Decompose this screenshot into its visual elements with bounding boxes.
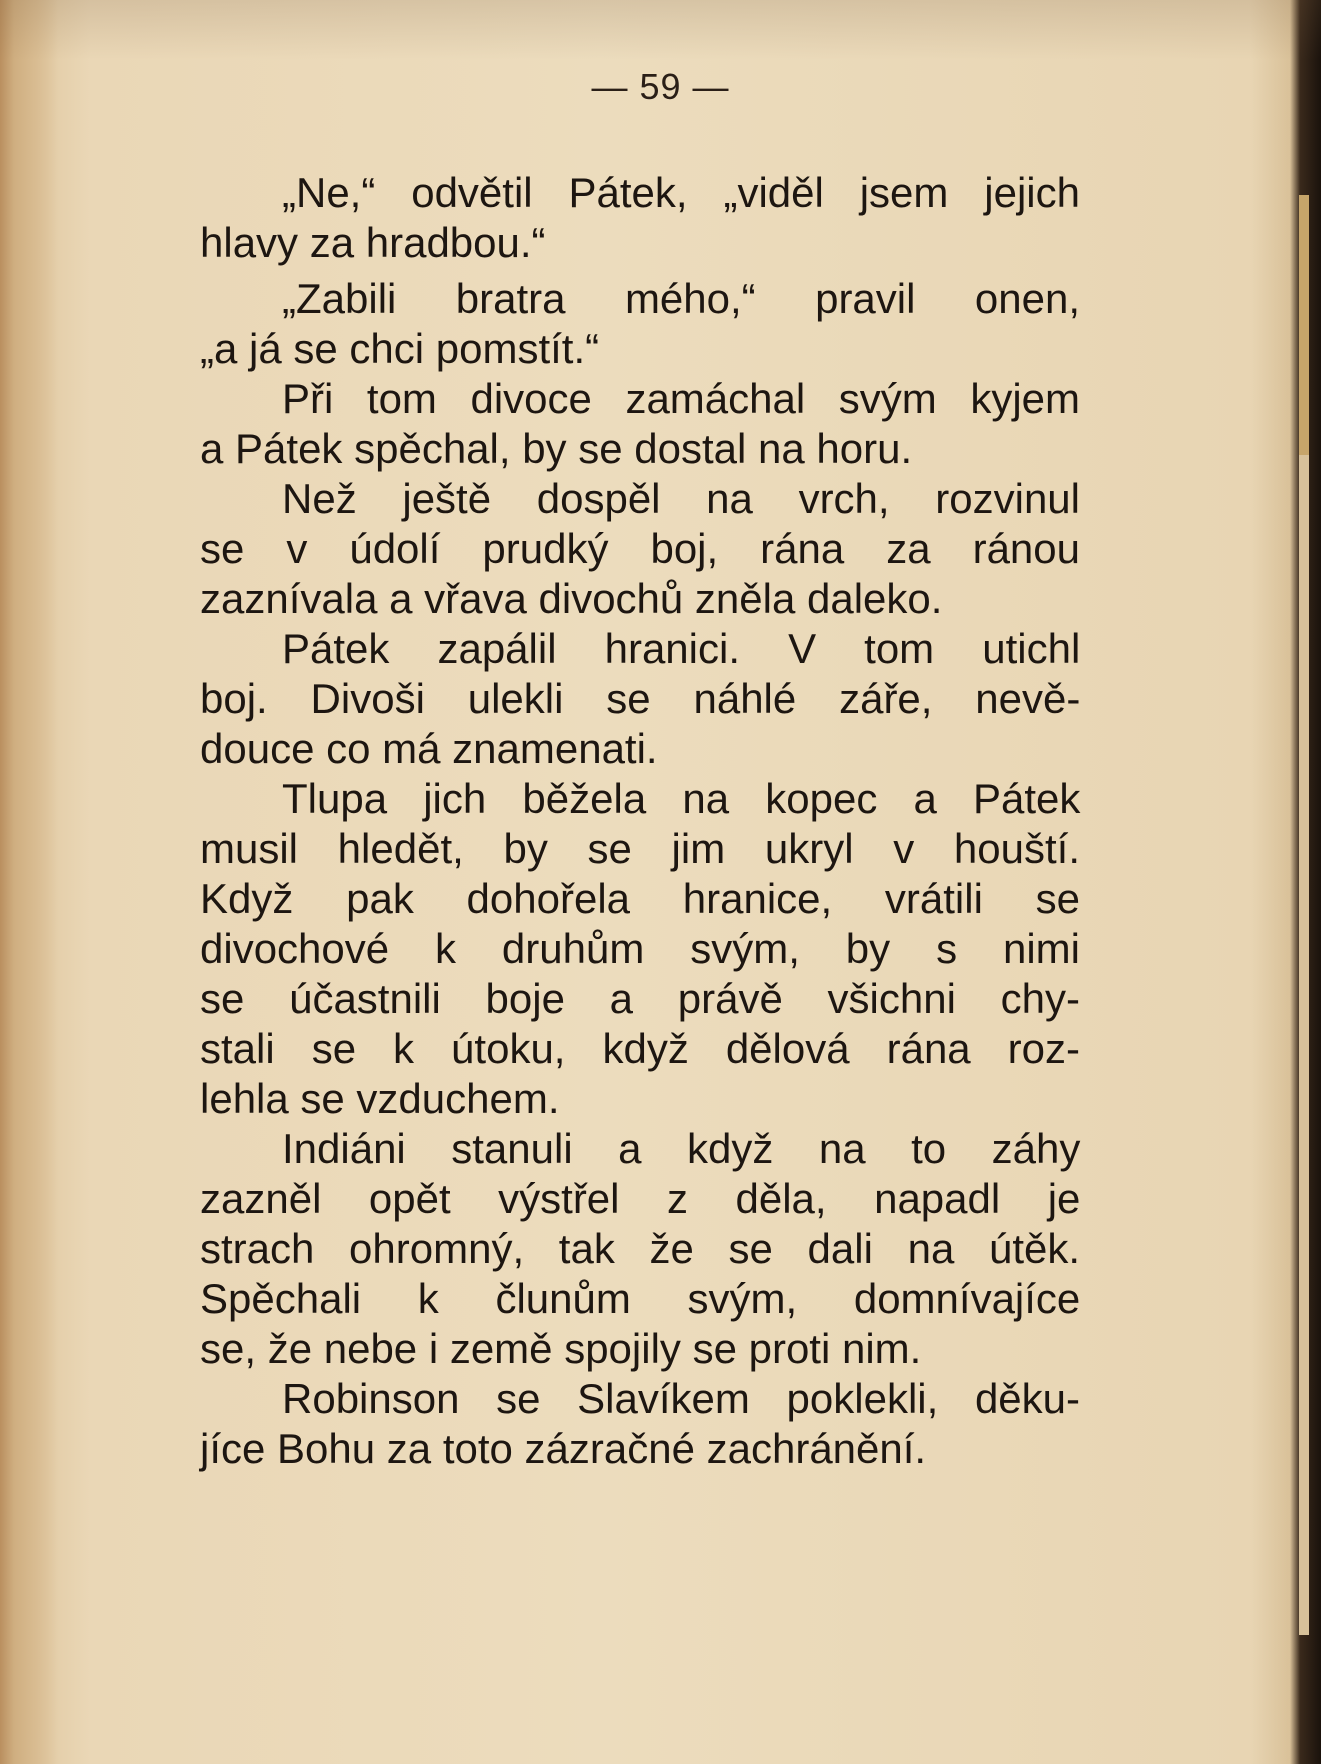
text-line: douce co má znamenati. bbox=[200, 725, 658, 772]
text-line: Spěchali k člunům svým, domnívajíce bbox=[200, 1275, 1081, 1322]
text-line: hlavy za hradbou.“ bbox=[200, 219, 546, 266]
page-edge bbox=[1299, 455, 1309, 1635]
text-line: Pátek zapálil hranici. V tom utichl bbox=[282, 625, 1081, 672]
paragraph bbox=[200, 374, 1080, 474]
paragraph bbox=[200, 624, 1080, 774]
body-text bbox=[200, 168, 1080, 1474]
text-line: Indiáni stanuli a když na to záhy bbox=[282, 1125, 1081, 1172]
text-line: Když pak dohořela hranice, vrátili se bbox=[200, 875, 1080, 922]
text-line: zaznívala a vřava divochů zněla daleko. bbox=[200, 575, 943, 622]
text-line: se, že nebe i země spojily se proti nim. bbox=[200, 1325, 922, 1372]
text-line: lehla se vzduchem. bbox=[200, 1075, 560, 1122]
text-line: stali se k útoku, když dělová rána roz- bbox=[200, 1025, 1080, 1072]
text-line: a Pátek spěchal, by se dostal na horu. bbox=[200, 425, 913, 472]
text-line: Robinson se Slavíkem poklekli, děku- bbox=[282, 1375, 1081, 1422]
text-line: Při tom divoce zamáchal svým kyjem bbox=[282, 375, 1080, 422]
text-line: musil hledět, by se jim ukryl v houští. bbox=[200, 825, 1080, 872]
text-line: Tlupa jich běžela na kopec a Pátek bbox=[282, 775, 1081, 822]
text-line: jíce Bohu za toto zázračné zachránění. bbox=[200, 1425, 927, 1472]
text-line: „a já se chci pomstít.“ bbox=[200, 325, 600, 372]
text-line: boj. Divoši ulekli se náhlé záře, nevě- bbox=[200, 675, 1081, 722]
paragraph bbox=[200, 1374, 1080, 1474]
text-line: zazněl opět výstřel z děla, napadl je bbox=[200, 1175, 1081, 1222]
paragraph bbox=[200, 474, 1080, 624]
paragraph bbox=[200, 1124, 1080, 1374]
text-line: se účastnili boje a právě všichni chy- bbox=[200, 975, 1080, 1022]
paragraph bbox=[200, 774, 1080, 1124]
page-number: — 59 — bbox=[591, 66, 730, 107]
text-line: se v údolí prudký boj, rána za ránou bbox=[200, 525, 1080, 572]
paragraph bbox=[200, 168, 1080, 268]
text-line: strach ohromný, tak že se dali na útěk. bbox=[200, 1225, 1081, 1272]
text-line: „Zabili bratra mého,“ pravil onen, bbox=[282, 275, 1080, 322]
text-line: Než ještě dospěl na vrch, rozvinul bbox=[282, 475, 1080, 522]
page-edge-mark bbox=[1299, 195, 1309, 455]
paragraph bbox=[200, 274, 1080, 374]
text-line: divochové k druhům svým, by s nimi bbox=[200, 925, 1080, 972]
text-line: „Ne,“ odvětil Pátek, „viděl jsem jejich bbox=[282, 169, 1080, 216]
